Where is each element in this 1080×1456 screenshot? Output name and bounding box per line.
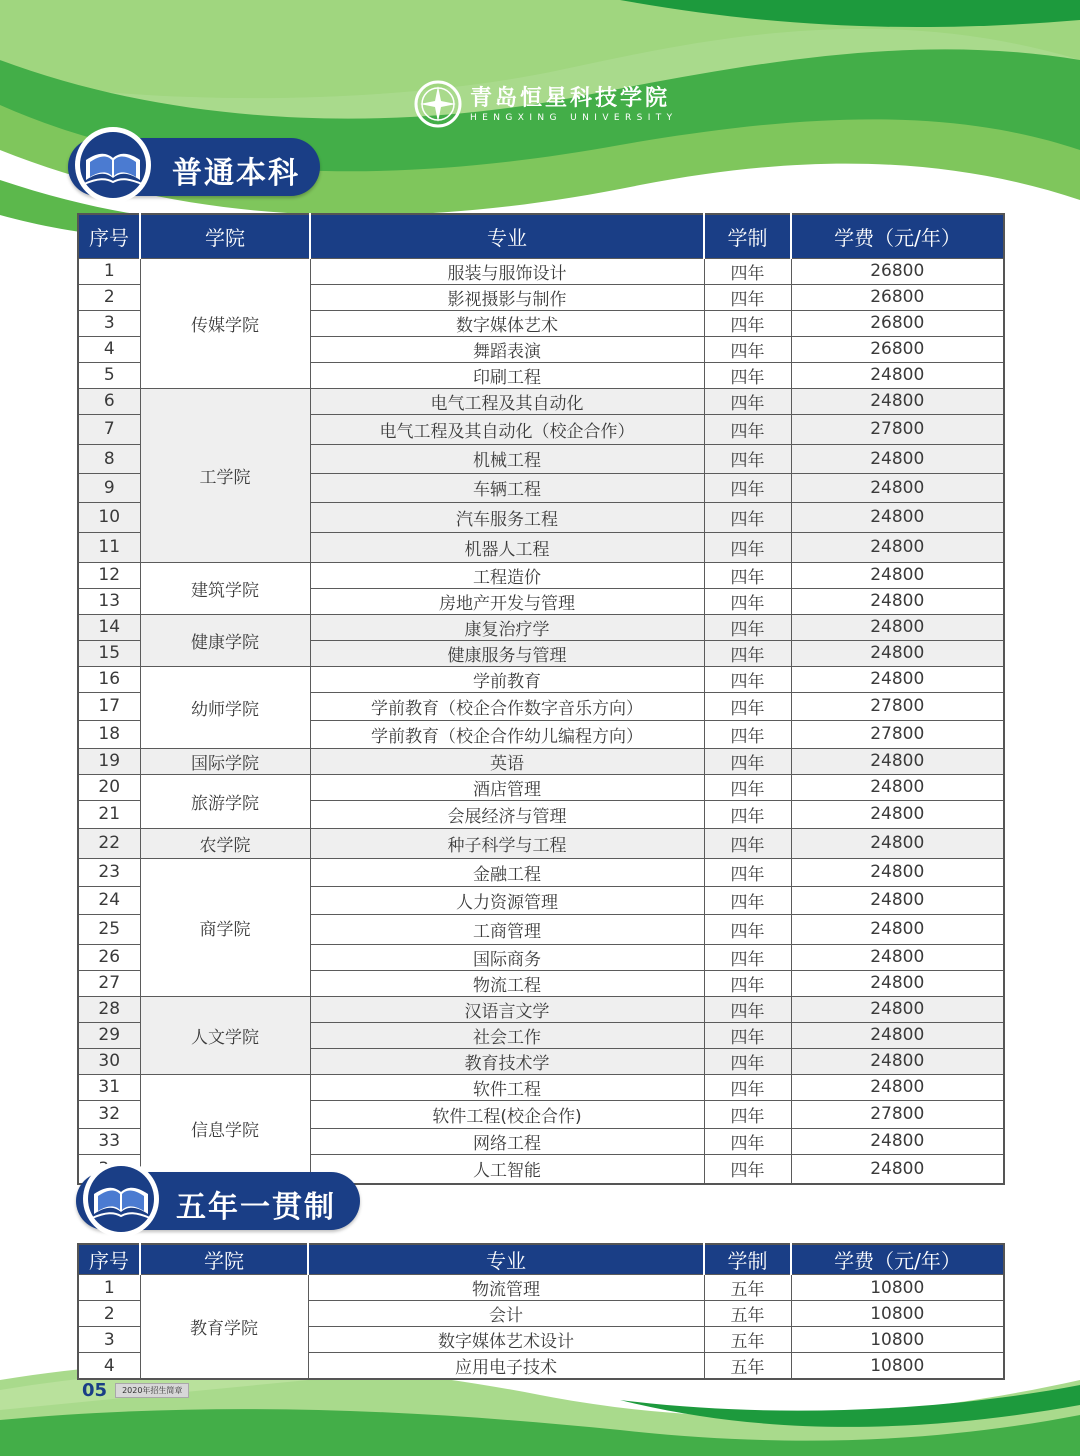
cell-fee: 24800 — [791, 444, 1004, 473]
col-header-college: 学院 — [140, 214, 310, 258]
cell-no: 10 — [78, 502, 140, 532]
table-row — [78, 614, 1004, 640]
cell-college: 建筑学院 — [140, 562, 310, 614]
cell-no: 26 — [78, 944, 140, 970]
cell-duration: 四年 — [704, 692, 791, 720]
cell-college: 农学院 — [140, 828, 310, 858]
col-header-no: 序号 — [78, 214, 140, 258]
cell-no: 11 — [78, 532, 140, 562]
cell-no: 32 — [78, 1100, 140, 1128]
cell-no: 23 — [78, 858, 140, 886]
col-header-no: 序号 — [78, 1244, 140, 1275]
table-header-row — [78, 1244, 1004, 1275]
cell-no: 1 — [78, 258, 140, 284]
table-row — [78, 748, 1004, 774]
cell-duration: 四年 — [704, 800, 791, 828]
cell-duration: 四年 — [704, 562, 791, 588]
page-number: 05 — [82, 1380, 108, 1401]
cell-duration: 四年 — [704, 284, 791, 310]
cell-fee: 24800 — [791, 388, 1004, 414]
cell-college: 商学院 — [140, 858, 310, 996]
cell-major: 社会工作 — [310, 1022, 704, 1048]
cell-no: 25 — [78, 914, 140, 944]
cell-no: 12 — [78, 562, 140, 588]
school-logo — [414, 78, 678, 130]
col-header-fee: 学费（元/年） — [791, 1244, 1004, 1275]
cell-fee: 24800 — [791, 666, 1004, 692]
cell-major: 软件工程 — [310, 1074, 704, 1100]
cell-major: 人工智能 — [310, 1154, 704, 1184]
page-footer — [82, 1380, 189, 1401]
cell-major: 学前教育（校企合作数字音乐方向） — [310, 692, 704, 720]
cell-duration: 四年 — [704, 362, 791, 388]
cell-duration: 四年 — [704, 666, 791, 692]
table-row — [78, 666, 1004, 692]
cell-fee: 24800 — [791, 1048, 1004, 1074]
cell-duration: 四年 — [704, 914, 791, 944]
cell-no: 3 — [78, 310, 140, 336]
cell-no: 7 — [78, 414, 140, 444]
col-header-duration: 学制 — [704, 1244, 791, 1275]
col-header-major: 专业 — [310, 214, 704, 258]
cell-duration: 四年 — [704, 640, 791, 666]
cell-major: 会计 — [308, 1301, 704, 1327]
compass-star-icon — [414, 80, 462, 128]
cell-fee: 24800 — [791, 362, 1004, 388]
cell-major: 工商管理 — [310, 914, 704, 944]
cell-college: 旅游学院 — [140, 774, 310, 828]
cell-major: 国际商务 — [310, 944, 704, 970]
cell-duration: 四年 — [704, 388, 791, 414]
open-book-icon — [72, 124, 154, 206]
cell-no: 14 — [78, 614, 140, 640]
cell-fee: 26800 — [791, 258, 1004, 284]
cell-duration: 四年 — [704, 886, 791, 914]
cell-fee: 27800 — [791, 692, 1004, 720]
cell-major: 软件工程(校企合作) — [310, 1100, 704, 1128]
cell-no: 5 — [78, 362, 140, 388]
cell-major: 机器人工程 — [310, 532, 704, 562]
cell-major: 学前教育（校企合作幼儿编程方向） — [310, 720, 704, 748]
cell-major: 会展经济与管理 — [310, 800, 704, 828]
cell-duration: 四年 — [704, 502, 791, 532]
cell-fee: 26800 — [791, 310, 1004, 336]
cell-fee: 24800 — [791, 914, 1004, 944]
cell-fee: 24800 — [791, 614, 1004, 640]
cell-fee: 24800 — [791, 562, 1004, 588]
cell-college: 国际学院 — [140, 748, 310, 774]
table-row — [78, 1074, 1004, 1100]
school-name-en: HENGXING UNIVERSITY — [470, 112, 678, 123]
cell-fee: 10800 — [791, 1301, 1004, 1327]
cell-no: 28 — [78, 996, 140, 1022]
cell-fee: 27800 — [791, 414, 1004, 444]
cell-no: 4 — [78, 336, 140, 362]
cell-fee: 24800 — [791, 748, 1004, 774]
cell-duration: 四年 — [704, 1048, 791, 1074]
cell-no: 9 — [78, 473, 140, 502]
cell-duration: 四年 — [704, 588, 791, 614]
cell-no: 4 — [78, 1353, 140, 1380]
cell-no: 27 — [78, 970, 140, 996]
cell-fee: 24800 — [791, 640, 1004, 666]
cell-duration: 四年 — [704, 720, 791, 748]
cell-no: 33 — [78, 1128, 140, 1154]
cell-fee: 24800 — [791, 774, 1004, 800]
cell-major: 服装与服饰设计 — [310, 258, 704, 284]
cell-duration: 四年 — [704, 944, 791, 970]
cell-major: 汉语言文学 — [310, 996, 704, 1022]
cell-fee: 24800 — [791, 473, 1004, 502]
col-header-college: 学院 — [140, 1244, 308, 1275]
cell-major: 英语 — [310, 748, 704, 774]
cell-no: 30 — [78, 1048, 140, 1074]
table-header-row — [78, 214, 1004, 258]
cell-duration: 四年 — [704, 336, 791, 362]
col-header-major: 专业 — [308, 1244, 704, 1275]
cell-no: 22 — [78, 828, 140, 858]
cell-duration: 四年 — [704, 1074, 791, 1100]
cell-college: 传媒学院 — [140, 258, 310, 388]
cell-duration: 四年 — [704, 614, 791, 640]
cell-major: 舞蹈表演 — [310, 336, 704, 362]
cell-fee: 10800 — [791, 1275, 1004, 1301]
cell-duration: 四年 — [704, 858, 791, 886]
table-row — [78, 1275, 1004, 1301]
open-book-icon — [80, 1158, 162, 1240]
cell-fee: 24800 — [791, 502, 1004, 532]
cell-duration: 四年 — [704, 473, 791, 502]
cell-duration: 四年 — [704, 996, 791, 1022]
cell-major: 影视摄影与制作 — [310, 284, 704, 310]
cell-major: 教育技术学 — [310, 1048, 704, 1074]
cell-duration: 四年 — [704, 970, 791, 996]
cell-duration: 四年 — [704, 774, 791, 800]
cell-major: 车辆工程 — [310, 473, 704, 502]
undergrad-fee-table — [77, 213, 1005, 1185]
cell-fee: 24800 — [791, 828, 1004, 858]
cell-no: 2 — [78, 1301, 140, 1327]
cell-duration: 五年 — [704, 1275, 791, 1301]
cell-no: 1 — [78, 1275, 140, 1301]
cell-major: 金融工程 — [310, 858, 704, 886]
cell-major: 网络工程 — [310, 1128, 704, 1154]
cell-fee: 10800 — [791, 1353, 1004, 1380]
cell-no: 29 — [78, 1022, 140, 1048]
cell-college: 工学院 — [140, 388, 310, 562]
cell-college: 信息学院 — [140, 1074, 310, 1184]
cell-college: 幼师学院 — [140, 666, 310, 748]
cell-no: 19 — [78, 748, 140, 774]
cell-major: 康复治疗学 — [310, 614, 704, 640]
cell-duration: 四年 — [704, 1022, 791, 1048]
cell-fee: 24800 — [791, 886, 1004, 914]
brochure-tag: 2020年招生简章 — [115, 1383, 189, 1398]
cell-major: 应用电子技术 — [308, 1353, 704, 1380]
cell-major: 工程造价 — [310, 562, 704, 588]
cell-fee: 27800 — [791, 1100, 1004, 1128]
cell-duration: 四年 — [704, 532, 791, 562]
cell-major: 学前教育 — [310, 666, 704, 692]
cell-no: 13 — [78, 588, 140, 614]
cell-major: 数字媒体艺术设计 — [308, 1327, 704, 1353]
cell-no: 6 — [78, 388, 140, 414]
cell-no: 24 — [78, 886, 140, 914]
cell-duration: 四年 — [704, 414, 791, 444]
cell-fee: 24800 — [791, 944, 1004, 970]
cell-fee: 24800 — [791, 532, 1004, 562]
cell-no: 20 — [78, 774, 140, 800]
cell-no: 18 — [78, 720, 140, 748]
cell-duration: 五年 — [704, 1353, 791, 1380]
cell-major: 房地产开发与管理 — [310, 588, 704, 614]
section-title: 普通本科 — [172, 156, 300, 191]
cell-no: 2 — [78, 284, 140, 310]
cell-major: 酒店管理 — [310, 774, 704, 800]
cell-fee: 24800 — [791, 996, 1004, 1022]
cell-no: 31 — [78, 1074, 140, 1100]
cell-college: 健康学院 — [140, 614, 310, 666]
cell-fee: 26800 — [791, 336, 1004, 362]
cell-no: 17 — [78, 692, 140, 720]
cell-major: 汽车服务工程 — [310, 502, 704, 532]
cell-duration: 五年 — [704, 1301, 791, 1327]
col-header-duration: 学制 — [704, 214, 791, 258]
cell-no: 3 — [78, 1327, 140, 1353]
cell-no: 8 — [78, 444, 140, 473]
cell-duration: 四年 — [704, 828, 791, 858]
cell-fee: 10800 — [791, 1327, 1004, 1353]
five-year-fee-table — [77, 1243, 1005, 1380]
cell-major: 物流管理 — [308, 1275, 704, 1301]
cell-fee: 24800 — [791, 1128, 1004, 1154]
table-row — [78, 388, 1004, 414]
cell-major: 机械工程 — [310, 444, 704, 473]
cell-duration: 四年 — [704, 310, 791, 336]
cell-major: 数字媒体艺术 — [310, 310, 704, 336]
table-row — [78, 774, 1004, 800]
section-title: 五年一贯制 — [176, 1190, 336, 1225]
cell-fee: 24800 — [791, 588, 1004, 614]
table-row — [78, 858, 1004, 886]
section-banner-undergrad — [68, 138, 320, 196]
cell-fee: 24800 — [791, 1074, 1004, 1100]
cell-fee: 24800 — [791, 858, 1004, 886]
cell-major: 人力资源管理 — [310, 886, 704, 914]
cell-major: 物流工程 — [310, 970, 704, 996]
cell-major: 种子科学与工程 — [310, 828, 704, 858]
cell-fee: 24800 — [791, 1154, 1004, 1184]
cell-college: 人文学院 — [140, 996, 310, 1074]
cell-duration: 四年 — [704, 258, 791, 284]
cell-major: 健康服务与管理 — [310, 640, 704, 666]
section-banner-five-year — [76, 1172, 360, 1230]
cell-fee: 27800 — [791, 720, 1004, 748]
cell-duration: 四年 — [704, 1100, 791, 1128]
table-row — [78, 562, 1004, 588]
col-header-fee: 学费（元/年） — [791, 214, 1004, 258]
cell-duration: 四年 — [704, 1154, 791, 1184]
cell-duration: 四年 — [704, 1128, 791, 1154]
table-row — [78, 828, 1004, 858]
cell-fee: 26800 — [791, 284, 1004, 310]
cell-duration: 五年 — [704, 1327, 791, 1353]
cell-no: 21 — [78, 800, 140, 828]
cell-fee: 24800 — [791, 800, 1004, 828]
cell-duration: 四年 — [704, 748, 791, 774]
cell-major: 电气工程及其自动化（校企合作） — [310, 414, 704, 444]
cell-fee: 24800 — [791, 1022, 1004, 1048]
school-name-cn: 青岛恒星科技学院 — [470, 84, 671, 111]
cell-fee: 24800 — [791, 970, 1004, 996]
cell-no: 15 — [78, 640, 140, 666]
cell-major: 印刷工程 — [310, 362, 704, 388]
table-row — [78, 258, 1004, 284]
cell-major: 电气工程及其自动化 — [310, 388, 704, 414]
table-row — [78, 996, 1004, 1022]
cell-no: 16 — [78, 666, 140, 692]
cell-duration: 四年 — [704, 444, 791, 473]
cell-college: 教育学院 — [140, 1275, 308, 1380]
